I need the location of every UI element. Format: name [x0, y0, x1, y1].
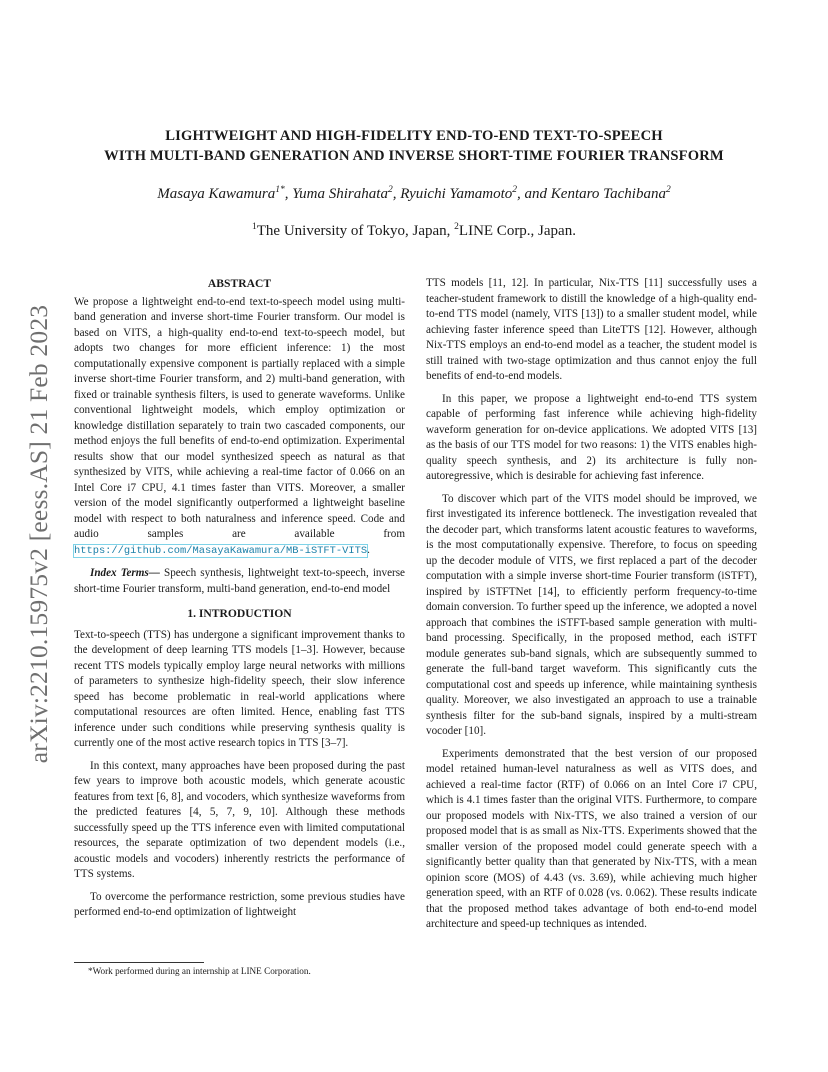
right-column: [426, 276, 757, 933]
author-sup: 2: [512, 185, 518, 195]
author-name: Ryuichi Yamamoto: [400, 186, 513, 202]
author-name: Yuma Shirahata: [292, 186, 388, 202]
index-terms-text: Speech synthesis, lightweight text-to-speech, inverse short-time Fourier transform, multi-band generation, end-to-end model: [74, 567, 405, 595]
body-paragraph: Experiments demonstrated that the best version of our proposed model retained human-level naturalness as well as VITS does, and achieved a real-time factor (RTF) of 0.066 on an Intel Core i7 CPU, which is 4.1 times faster than the original VITS. Furthermore, to compare our proposed models with Nix-TTS, we also trained a version of our proposed model that is as small as Nix-TTS. Experiments showed that the smaller version of the proposed model could generate speech with a significantly better quality than that generated by Nix-TTS, with a mean opinion score (MOS) of 4.43 (vs. 3.69), while achieving much higher generation speed, with an RTF of 0.028 (vs. 0.062). These results indicate that the proposed method takes advantage of both end-to-end model architecture and speed-up techniques as intended.: [426, 747, 757, 930]
body-paragraph: In this paper, we propose a lightweight end-to-end TTS system capable of performing fast inference while achieving high-fidelity waveform generation for on-device applications. We adopted VITS [13] as the basis of our TTS model for two reasons: 1) the VITS enables high-quality speech synthesis, and 2) its architecture is fully non-autoregressive, which is desirable for achieving fast inference.: [426, 392, 757, 482]
author-sep: , and: [517, 186, 551, 202]
author-sep: ,: [284, 186, 293, 202]
author-name: Kentaro Tachibana: [550, 186, 666, 202]
abstract-heading: ABSTRACT: [207, 277, 272, 290]
abstract-body: We propose a lightweight end-to-end text-to-speech model using multi-band generation and inverse short-time Fourier transform. Our model is based on VITS, a high-quality end-to-end text-to-speech model, but adopts two changes for more efficient inference: 1) the most computationally expensive component is partially replaced with a simple inverse short-time Fourier transform, and 2) multi-band generation, with fixed or trainable synthesis filters, is used to generate waveforms. Unlike conventional lightweight models, which employ optimization or knowledge distillation separately to train two cascaded components, our method enjoys the full benefits of end-to-end optimization. Experimental results show that our model synthesized speech as natural as that synthesized by VITS, while achieving a real-time factor of 0.066 on an Intel Core i7 CPU, 4.1 times faster than VITS. Moreover, a smaller version of the model significantly outperformed a lightweight baseline model with respect to both naturalness and inference speed. Code and audio samples are available from: [74, 295, 405, 540]
author-sep: ,: [392, 186, 401, 202]
affiliation-2: LINE Corp., Japan.: [458, 223, 576, 239]
index-terms: [74, 566, 405, 597]
abstract-end: .: [367, 543, 370, 556]
intro-paragraph: Text-to-speech (TTS) has undergone a significant improvement thanks to the development of deep learning TTS models [1–3]. However, because recent TTS models typically employ large neural networks with millions of parameters to synthesize high-fidelity speech, their slow inference speed has become problematic in real-world applications where computational resources are often limited. Hence, enabling fast TTS inference under such conditions while preserving synthesis quality is currently one of the most active research topics in TTS [3–7].: [74, 628, 405, 749]
paper-title: [60, 127, 768, 166]
affil-sup: 2: [454, 222, 459, 232]
body-paragraph: TTS models [11, 12]. In particular, Nix-TTS [11] successfully uses a teacher-student framework to distill the knowledge of a high-quality end-to-end TTS model (namely, VITS [13]) to a smaller student model, while achieving faster inference speed than LiteTTS [12]. However, although Nix-TTS employs an end-to-end model as a teacher, the student model is still trained with two-stage optimization and thus cannot enjoy the full benefits of end-to-end models.: [426, 277, 757, 382]
intro-paragraph: In this context, many approaches have been proposed during the past few years to improve both acoustic models, which generate acoustic features from text [6, 8], and vocoders, which synthesize waveforms from the predicted features [4, 5, 7, 9, 10]. Although these methods successfully speed up the TTS inference even with limited computational resources, the separate optimization of two dependent models (i.e., acoustic models and vocoders) inherently restricts the performance of TTS systems.: [74, 759, 405, 880]
left-column: [74, 276, 405, 921]
affiliation-1: The University of Tokyo, Japan,: [256, 223, 455, 239]
intro-heading: 1. INTRODUCTION: [187, 607, 292, 620]
title-line-1: LIGHTWEIGHT AND HIGH-FIDELITY END-TO-END TEXT-TO-SPEECH: [165, 128, 663, 144]
arxiv-id: arXiv:2210.15975v2 [eess.AS] 21 Feb 2023: [24, 304, 53, 764]
author-sup: 1*: [275, 185, 285, 195]
arxiv-sidebar-stamp: [22, 278, 56, 790]
footnote: *Work performed during an internship at LINE Corporation.: [88, 966, 311, 976]
body-paragraph: To discover which part of the VITS model should be improved, we first investigated its inference bottleneck. The investigation revealed that the decoder part, which transforms latent acoustic features to waveforms, is the most computationally expensive. Therefore, to focus on speeding up the decoder module of VITS, we first replaced a part of the decoder computation with a simple inverse short-time Fourier transform (iSTFT), inspired by iSTFTNet [14], to efficiently perform frequency-to-time domain conversion. To further speed up the inference, we adopted a novel approach that combines the iSTFT-based sample generation with multi-band processing. Specifically, in the proposed method, each iSTFT module generates sub-band signals, which are subsequently summed to generate the full-band target waveform. This significantly cuts the computational cost and speeds up inference, while maintaining synthesis quality. Moreover, we also investigated an approach to use a trainable synthesis filter for the sub-band signals, inspired by a multi-stream vocoder [10].: [426, 492, 757, 737]
affiliations: [60, 221, 768, 241]
abstract-text: [74, 295, 405, 560]
affil-sup: 1: [252, 222, 257, 232]
author-sup: 2: [387, 185, 393, 195]
author-list: [60, 184, 768, 204]
author-name: Masaya Kawamura: [157, 186, 276, 202]
intro-paragraph: To overcome the performance restriction, some previous studies have performed end-to-end optimization of lightweight: [74, 890, 405, 918]
footnote-rule: [74, 962, 204, 963]
title-line-2: WITH MULTI-BAND GENERATION AND INVERSE SHORT-TIME FOURIER TRANSFORM: [104, 147, 724, 164]
author-sup: 2: [665, 185, 671, 195]
index-terms-label: Index Terms—: [90, 567, 160, 579]
code-url-link[interactable]: https://github.com/MasayaKawamura/MB-iSTFT-VITS: [74, 544, 368, 557]
